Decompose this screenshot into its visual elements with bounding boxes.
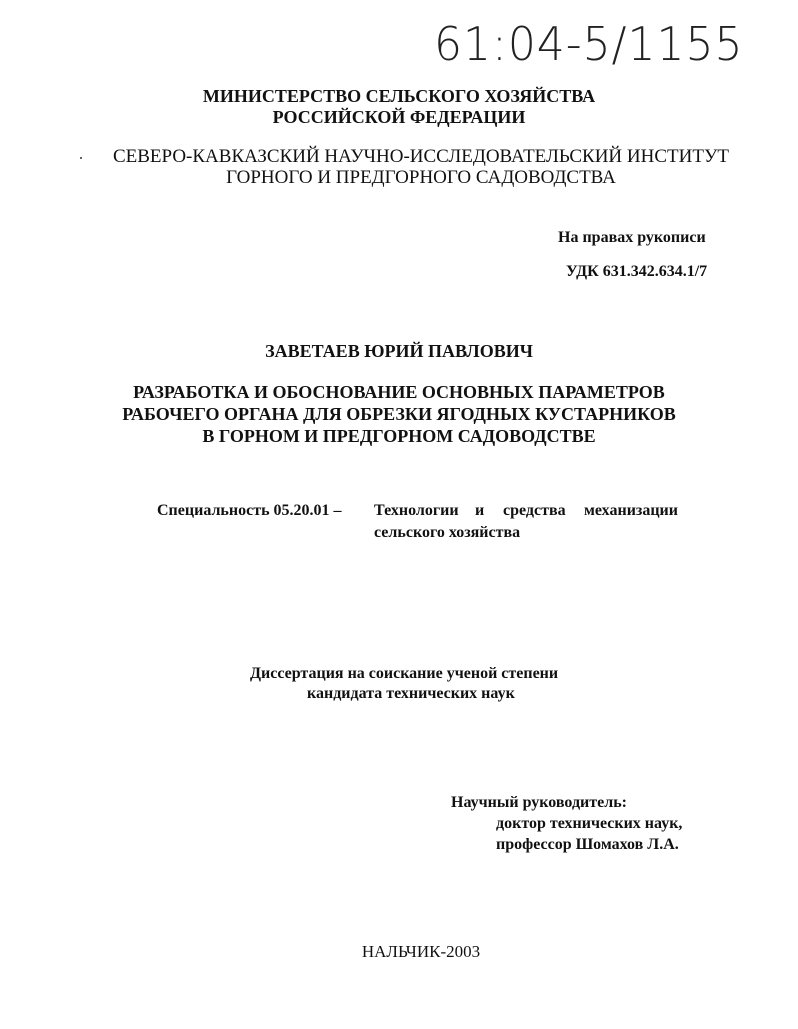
ministry-line-1: МИНИСТЕРСТВО СЕЛЬСКОГО ХОЗЯЙСТВА [202,86,596,106]
supervisor-label: Научный руководитель: [451,794,627,811]
ministry-line-2: РОССИЙСКОЙ ФЕДЕРАЦИИ [272,107,526,127]
supervisor-name: профессор Шомахов Л.А. [496,836,679,853]
title-line-1: РАЗРАБОТКА И ОБОСНОВАНИЕ ОСНОВНЫХ ПАРАМЕТРОВ [133,382,665,402]
specialty-line-2: сельского хозяйства [374,524,521,541]
specialty-word-1: Технологии [374,502,459,519]
author-name: ЗАВЕТАЕВ ЮРИЙ ПАВЛОВИЧ [265,341,533,361]
specialty-code: Специальность 05.20.01 – [157,502,342,519]
udc-code: УДК 631.342.634.1/7 [566,263,708,280]
title-line-2: РАБОЧЕГО ОРГАНА ДЛЯ ОБРЕЗКИ ЯГОДНЫХ КУСТАРНИКОВ [122,404,676,424]
manuscript-rights: На правах рукописи [558,229,706,246]
dissertation-line-2: кандидата технических наук [307,685,515,702]
dissertation-line-1: Диссертация на соискание ученой степени [250,665,559,682]
city-year: НАЛЬЧИК-2003 [361,942,481,961]
title-line-3: В ГОРНОМ И ПРЕДГОРНОМ САДОВОДСТВЕ [202,426,596,446]
institute-line-1: СЕВЕРО-КАВКАЗСКИЙ НАУЧНО-ИССЛЕДОВАТЕЛЬСКИЙ ИНСТИТУТ [112,146,729,167]
archive-number: 61:04-5/1155 [434,18,744,72]
institute-line-2: ГОРНОГО И ПРЕДГОРНОГО САДОВОДСТВА [226,167,616,188]
specialty-word-4: механизации [584,502,678,519]
supervisor-degree: доктор технических наук, [496,815,683,832]
specialty-word-2: и [475,502,485,519]
specialty-word-3: средства [503,502,566,519]
